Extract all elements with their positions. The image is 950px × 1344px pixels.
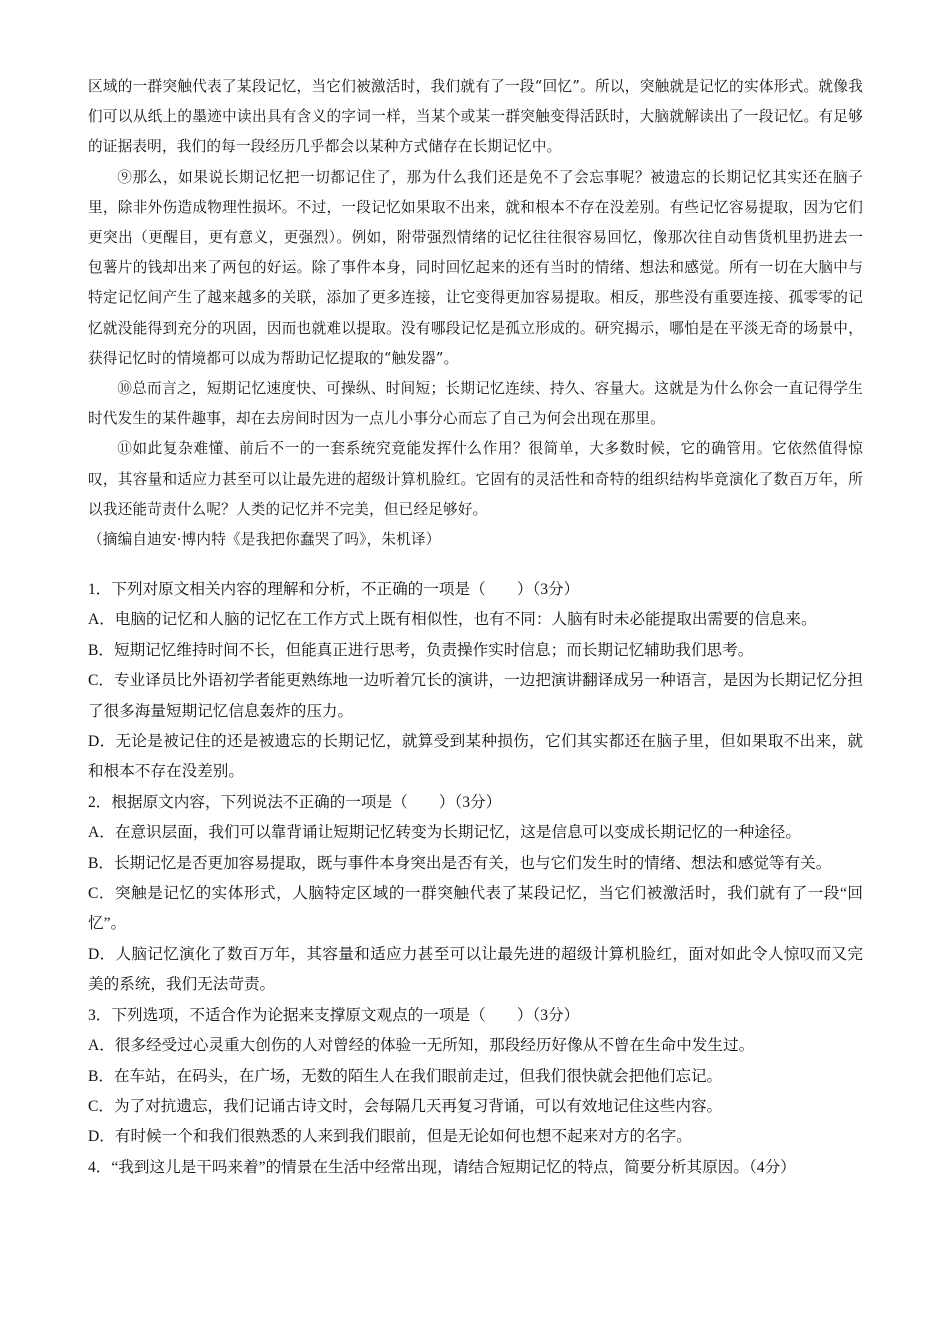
passage-paragraph-continued: 区域的一群突触代表了某段记忆，当它们被激活时，我们就有了一段“回忆”。所以，突触就是记忆的实体形式。就像我们可以从纸上的墨迹中读出具有含义的字词一样，当某个或某一群突触变得活跃时，大脑就解读出了一段记忆。有足够的证据表明，我们的每一段经历几乎都会以某种方式储存在长期记忆中。 bbox=[88, 78, 863, 156]
question-2-option-d: D．人脑记忆演化了数百万年，其容量和适应力甚至可以让最先进的超级计算机脸红，面对如此令人惊叹而又完美的系统，我们无法苛责。 bbox=[88, 945, 863, 994]
question-2-stem: 2．根据原文内容，下列说法不正确的一项是（ ）（3分） bbox=[88, 793, 502, 811]
question-1-option-b: B．短期记忆维持时间不长，但能真正进行思考，负责操作实时信息；而长期记忆辅助我们思考。 bbox=[88, 641, 754, 659]
question-3-option-d: D．有时候一个和我们很熟悉的人来到我们眼前，但是无论如何也想不起来对方的名字。 bbox=[88, 1128, 692, 1146]
question-3-option-a: A．很多经受过心灵重大创伤的人对曾经的体验一无所知，那段经历好像从不曾在生命中发生过。 bbox=[88, 1037, 755, 1055]
question-3-stem: 3．下列选项，不适合作为论据来支撑原文观点的一项是（ ）（3分） bbox=[88, 1006, 580, 1024]
question-2-option-b: B．长期记忆是否更加容易提取，既与事件本身突出是否有关，也与它们发生时的情绪、想法和感觉等有关。 bbox=[88, 854, 832, 872]
question-list bbox=[88, 575, 863, 1183]
question-3-option-b: B．在车站，在码头，在广场，无数的陌生人在我们眼前走过，但我们很快就会把他们忘记。 bbox=[88, 1067, 723, 1085]
passage-paragraph-10: ⑩总而言之，短期记忆速度快、可操纵、时间短；长期记忆连续、持久、容量大。这就是为什么你会一直记得学生时代发生的某件趣事，却在去房间时因为一点儿小事分心而忘了自己为何会出现在那里。 bbox=[88, 380, 863, 428]
question-4-stem: 4．“我到这儿是干吗来着”的情景在生活中经常出现，请结合短期记忆的特点，简要分析其原因。（4分） bbox=[88, 1158, 796, 1176]
question-2-option-c: C．突触是记忆的实体形式，人脑特定区域的一群突触代表了某段记忆，当它们被激活时，我们就有了一段“回忆”。 bbox=[88, 885, 863, 933]
question-1-option-c: C．专业译员比外语初学者能更熟练地一边听着冗长的演讲，一边把演讲翻译成另一种语言，是因为长期记忆分担了很多海量短期记忆信息轰炸的压力。 bbox=[88, 672, 863, 720]
question-1-option-d: D．无论是被记住的还是被遗忘的长期记忆，就算受到某种损伤，它们其实都还在脑子里，但如果取不出来，就和根本不存在没差别。 bbox=[88, 733, 863, 781]
passage-paragraph-11: ⑪如此复杂难懂、前后不一的一套系统究竟能发挥什么作用？很简单，大多数时候，它的确管用。它依然值得惊叹，其容量和适应力甚至可以让最先进的超级计算机脸红。它固有的灵活性和奇特的组织结构毕竟演化了数百万年，所以我还能苛责什么呢？人类的记忆并不完美，但已经足够好。 bbox=[88, 440, 863, 518]
question-2-option-a: A．在意识层面，我们可以靠背诵让短期记忆转变为长期记忆，这是信息可以变成长期记忆的一种途径。 bbox=[88, 824, 801, 842]
passage-source: （摘编自迪安·博内特《是我把你蠢哭了吗》，朱机译） bbox=[88, 531, 441, 549]
question-1-stem: 1．下列对原文相关内容的理解和分析，不正确的一项是（ ）（3分） bbox=[88, 581, 580, 598]
reading-passage bbox=[88, 72, 863, 555]
question-3-option-c: C．为了对抗遗忘，我们记诵古诗文时，会每隔几天再复习背诵，可以有效地记住这些内容。 bbox=[88, 1097, 723, 1115]
question-1-option-a: A．电脑的记忆和人脑的记忆在工作方式上既有相似性，也有不同：人脑有时未必能提取出需要的信息来。 bbox=[88, 611, 817, 629]
passage-paragraph-9: ⑨那么，如果说长期记忆把一切都记住了，那为什么我们还是免不了会忘事呢？被遗忘的长期记忆其实还在脑子里，除非外伤造成物理性损坏。不过，一段记忆如果取不出来，就和根本不存在没差别。有些记忆容易提取，因为它们更突出（更醒目，更有意义，更强烈）。例如，附带强烈情绪的记忆往往很容易回忆，像那次往自动售货机里扔进去一包薯片的钱却出来了两包的好运。除了事件本身，同时回忆起来的还有当时的情绪、想法和感觉。所有一切在大脑中与特定记忆间产生了越来越多的关联，添加了更多连接，让它变得更加容易提取。相反，那些没有重要连接、孤零零的记忆就没能得到充分的巩固，因而也就难以提取。没有哪段记忆是孤立形成的。研究揭示，哪怕是在平淡无奇的场景中，获得记忆时的情境都可以成为帮助记忆提取的“触发器”。 bbox=[88, 168, 863, 367]
